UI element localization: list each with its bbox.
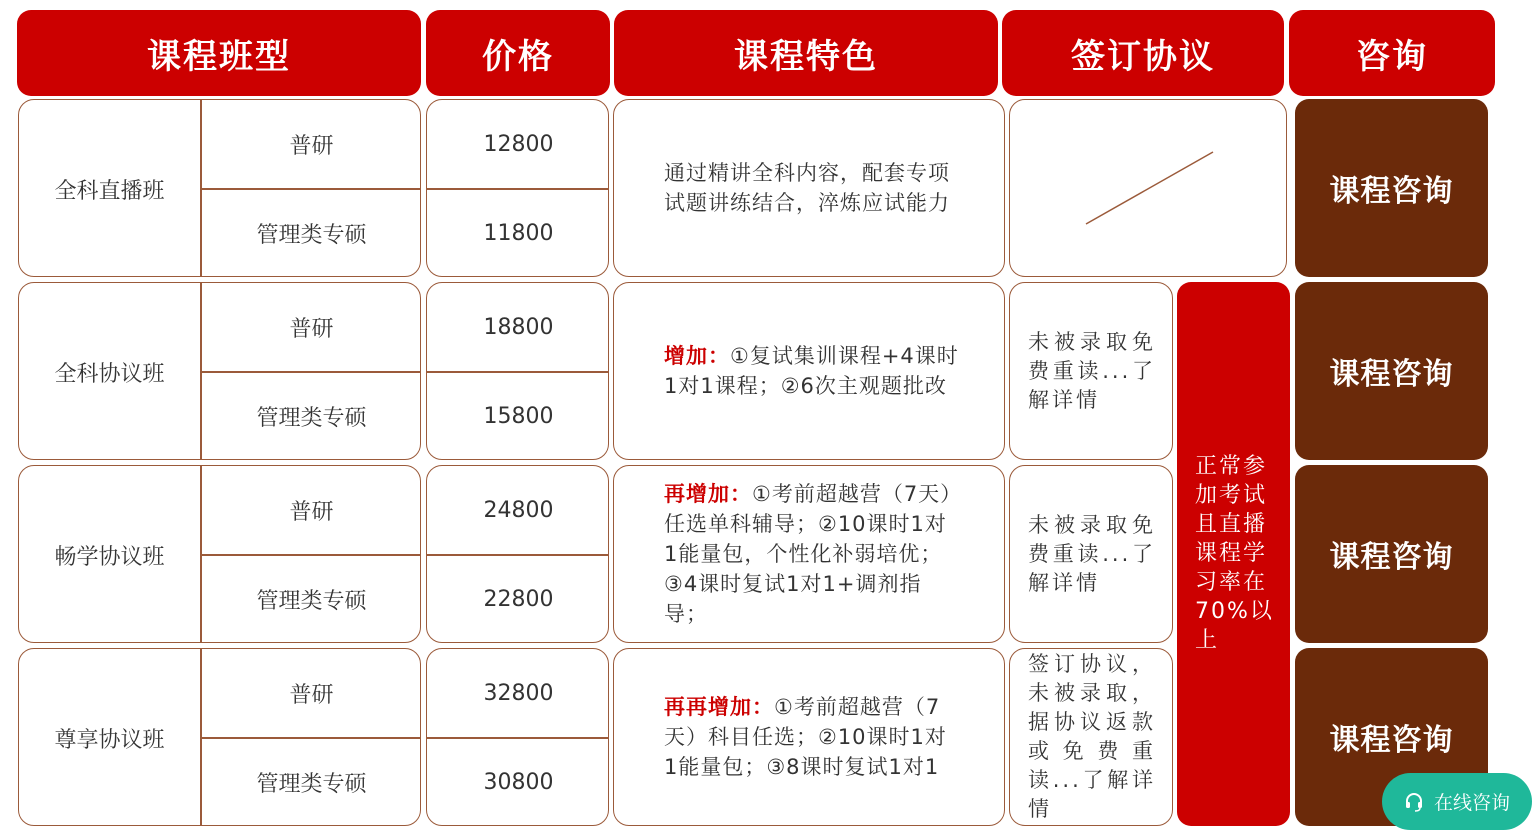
condition-note-text: 正常参加考试且直播课程学习率在70%以上	[1195, 454, 1274, 653]
variant-label: 管理类专硕	[256, 772, 367, 797]
price-value: 12800	[483, 131, 554, 157]
price-value: 18800	[483, 314, 554, 340]
features-cell-row2	[613, 282, 1005, 460]
agreement-cell-row4[interactable]	[1009, 648, 1173, 826]
price-value: 32800	[483, 680, 554, 706]
class-name: 畅学协议班	[54, 544, 165, 570]
price-cell-row4	[426, 648, 609, 826]
price-cell-row1	[426, 99, 609, 277]
headset-icon	[1404, 792, 1424, 812]
class-cell-row4	[18, 648, 421, 826]
feature-prefix: 再增加：	[664, 482, 752, 506]
feature-text: 通过精讲全科内容，配套专项试题讲练结合，淬炼应试能力	[664, 161, 950, 215]
consult-button-row2[interactable]: 课程咨询	[1295, 282, 1488, 460]
price-value: 24800	[483, 497, 554, 523]
agreement-text: 签订协议，未被录取，据协议返款或免费重读...了解详情	[1028, 652, 1156, 821]
consult-button-row3[interactable]: 课程咨询	[1295, 465, 1488, 643]
price-value: 30800	[483, 770, 554, 795]
consult-button-row1[interactable]: 课程咨询	[1295, 99, 1488, 277]
variant-label: 普研	[289, 682, 334, 708]
online-chat-label: 在线咨询	[1434, 792, 1511, 814]
price-value: 15800	[483, 404, 554, 429]
header-course-class: 课程班型	[17, 10, 421, 96]
agreement-text: 未被录取免费重读...了解详情	[1028, 512, 1156, 595]
price-value: 22800	[483, 587, 554, 612]
variant-label: 管理类专硕	[256, 406, 367, 431]
condition-note	[1177, 282, 1290, 826]
price-value: 11800	[483, 221, 554, 246]
agreement-cell-row1	[1009, 99, 1287, 277]
class-cell-row3	[18, 465, 421, 643]
online-chat-button[interactable]	[1382, 773, 1532, 830]
agreement-text: 未被录取免费重读...了解详情	[1028, 329, 1156, 412]
price-cell-row3	[426, 465, 609, 643]
feature-text: ①考前超越营（7天）任选单科辅导；②10课时1对1能量包，个性化补弱培优；③4课时复试1对1+调剂指导；	[664, 482, 952, 626]
class-name: 全科协议班	[54, 361, 165, 387]
header-consult: 咨询	[1289, 10, 1495, 96]
feature-prefix: 再再增加：	[664, 695, 774, 719]
variant-label: 管理类专硕	[256, 589, 367, 614]
feature-text: ①考前超越营（7天）科目任选；②10课时1对1能量包；③8课时复试1对1	[664, 695, 947, 779]
features-cell-row4	[613, 648, 1005, 826]
features-cell-row1	[613, 99, 1005, 277]
class-name: 全科直播班	[54, 178, 165, 204]
header-price: 价格	[426, 10, 610, 96]
features-cell-row3	[613, 465, 1005, 643]
class-cell-row2	[18, 282, 421, 460]
variant-label: 普研	[289, 133, 334, 159]
variant-label: 普研	[289, 316, 334, 342]
feature-text: ①复试集训课程+4课时1对1课程；②6次主观题批改	[664, 344, 959, 398]
class-cell-row1	[18, 99, 421, 277]
header-agreement: 签订协议	[1002, 10, 1284, 96]
header-features: 课程特色	[614, 10, 998, 96]
diagonal-line-icon	[1010, 100, 1288, 278]
variant-label: 普研	[289, 499, 334, 525]
consult-button-row4[interactable]: 课程咨询	[1295, 648, 1488, 826]
price-cell-row2	[426, 282, 609, 460]
variant-label: 管理类专硕	[256, 223, 367, 248]
agreement-cell-row2[interactable]	[1009, 282, 1173, 460]
class-name: 尊享协议班	[54, 727, 165, 753]
feature-prefix: 增加：	[664, 344, 730, 368]
agreement-cell-row3[interactable]	[1009, 465, 1173, 643]
